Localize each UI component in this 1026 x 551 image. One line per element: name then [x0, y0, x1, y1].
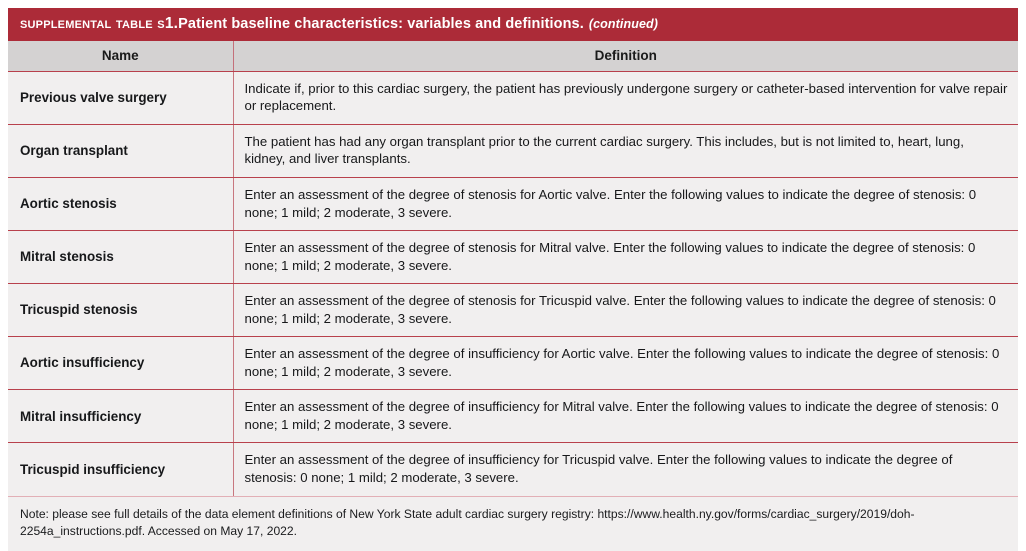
table-body: [8, 71, 1018, 496]
table-caption: [8, 8, 1018, 41]
variable-name: Mitral stenosis: [8, 231, 233, 284]
variable-name: Aortic insufficiency: [8, 337, 233, 390]
definitions-table: [8, 41, 1018, 497]
variable-name: Aortic stenosis: [8, 178, 233, 231]
variable-name: Tricuspid insufficiency: [8, 443, 233, 496]
table-row: [8, 231, 1018, 284]
table-caption-text: Patient baseline characteristics: variables and definitions.: [178, 16, 584, 32]
column-header-definition: Definition: [233, 41, 1018, 72]
variable-name: Tricuspid stenosis: [8, 284, 233, 337]
variable-name: Previous valve surgery: [8, 71, 233, 124]
variable-definition: The patient has had any organ transplant prior to the current cardiac surgery. This includes, but is not limited to, heart, lung, kidney, and liver transplants.: [233, 124, 1018, 177]
variable-name: Organ transplant: [8, 124, 233, 177]
table-caption-continued: (continued): [588, 17, 659, 31]
table-row: [8, 443, 1018, 496]
variable-definition: Enter an assessment of the degree of insufficiency for Mitral valve. Enter the following values to indicate the degree of stenosis: 0 none; 1 mild; 2 moderate, 3 severe.: [233, 390, 1018, 443]
variable-definition: Enter an assessment of the degree of insufficiency for Aortic valve. Enter the following values to indicate the degree of stenosis: 0 none; 1 mild; 2 moderate, 3 severe.: [233, 337, 1018, 390]
table-caption-label: supplemental table s1.: [20, 15, 179, 32]
variable-definition: Enter an assessment of the degree of stenosis for Aortic valve. Enter the following values to indicate the degree of stenosis: 0 none; 1 mild; 2 moderate, 3 severe.: [233, 178, 1018, 231]
table-row: [8, 390, 1018, 443]
table-footnote: Note: please see full details of the data element definitions of New York State adult cardiac surgery registry: https://www.health.ny.gov/forms/cardiac_surgery/2019/doh-2254a_instructions.pdf. Accessed on May 17, 2022.: [8, 497, 1018, 551]
supplemental-table-s1: [8, 8, 1018, 551]
table-row: [8, 337, 1018, 390]
variable-definition: Enter an assessment of the degree of stenosis for Tricuspid valve. Enter the following values to indicate the degree of stenosis: 0 none; 1 mild; 2 moderate, 3 severe.: [233, 284, 1018, 337]
table-row: [8, 178, 1018, 231]
column-header-name: Name: [8, 41, 233, 72]
table-row: [8, 284, 1018, 337]
variable-name: Mitral insufficiency: [8, 390, 233, 443]
table-row: [8, 71, 1018, 124]
table-header-row: [8, 41, 1018, 72]
variable-definition: Enter an assessment of the degree of stenosis for Mitral valve. Enter the following values to indicate the degree of stenosis: 0 none; 1 mild; 2 moderate, 3 severe.: [233, 231, 1018, 284]
table-row: [8, 124, 1018, 177]
variable-definition: Enter an assessment of the degree of insufficiency for Tricuspid valve. Enter the following values to indicate the degree of stenosis: 0 none; 1 mild; 2 moderate, 3 severe.: [233, 443, 1018, 496]
variable-definition: Indicate if, prior to this cardiac surgery, the patient has previously undergone surgery or catheter-based intervention for valve repair or replacement.: [233, 71, 1018, 124]
